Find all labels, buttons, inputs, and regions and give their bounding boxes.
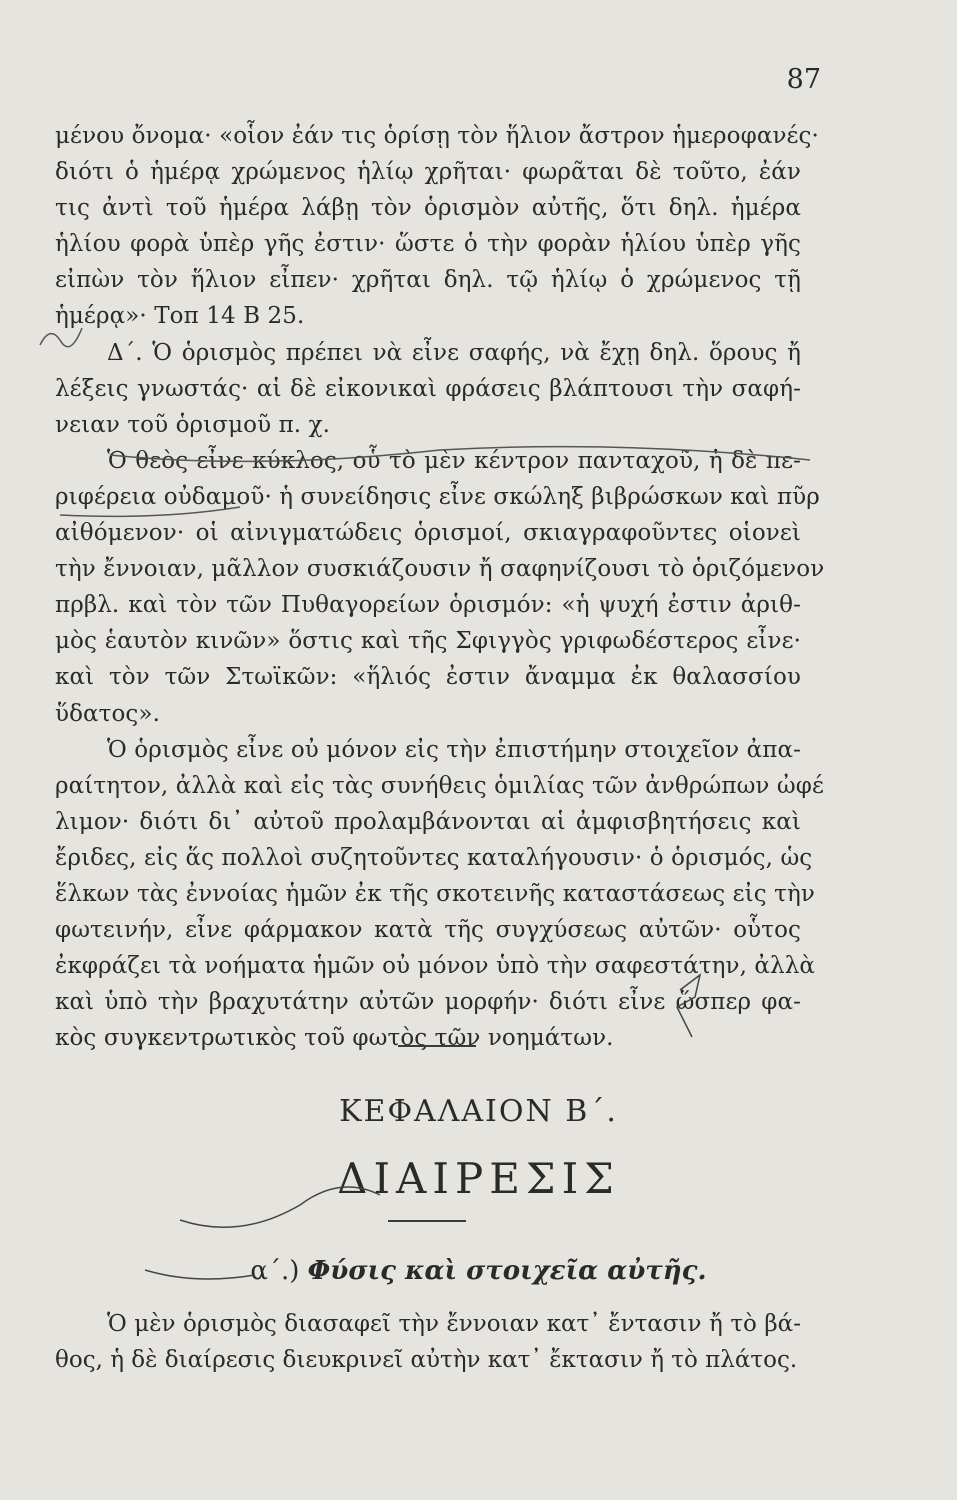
text-line: ὕδατος». — [55, 700, 160, 727]
text-line: θος, ἡ δὲ διαίρεσις διευκρινεῖ αὐτὴν κατ᾽ ἔκτασιν ἤ τὸ πλάτος. — [55, 1347, 798, 1374]
text-line: τὴν ἔννοιαν, μᾶλλον συσκιάζουσιν ἤ σαφηνίζουσι τὸ ὁριζόμενον — [55, 556, 825, 583]
text-line: ἔριδες, εἰς ἅς πολλοὶ συζητοῦντες καταλήγουσιν· ὁ ὁρισμός, ὡς — [55, 844, 813, 871]
text-line: ριφέρεια οὐδαμοῦ· ἡ συνείδησις εἶνε σκώληξ βιβρώσκων καὶ πῦρ — [55, 483, 820, 510]
section-title: ΔΙΑΙΡΕΣΙΣ — [337, 1154, 620, 1203]
text-line: ἐκφράζει τὰ νοήματα ἡμῶν οὐ μόνον ὑπὸ τὴν σαφεστάτην, ἀλλὰ — [55, 953, 816, 980]
text-line: εἰπὼν τὸν ἥλιον εἶπεν· χρῆται δηλ. τῷ ἡλίῳ ὁ χρώμενος τῇ — [55, 267, 801, 294]
text-line: λέξεις γνωστάς· αἱ δὲ εἰκονικαὶ φράσεις βλάπτουσι τὴν σαφή- — [55, 375, 801, 402]
text-line: ἕλκων τὰς ἐννοίας ἡμῶν ἐκ τῆς σκοτεινῆς καταστάσεως εἰς τὴν — [55, 880, 815, 907]
text-line: αἰθόμενον· οἱ αἰνιγματώδεις ὁρισμοί, σκιαγραφοῦντες οἱονεὶ — [55, 520, 801, 547]
page-number: 87 — [786, 64, 821, 95]
text-line: κὸς συγκεντρωτικὸς τοῦ φωτὸς τῶν νοημάτων. — [55, 1025, 614, 1052]
text-line: Ὁ θεὸς εἶνε κύκλος, οὗ τὸ μὲν κέντρον πανταχοῦ, ἡ δὲ πε- — [107, 447, 801, 474]
text-line: διότι ὁ ἡμέρᾳ χρώμενος ἡλίῳ χρῆται· φωρᾶται δὲ τοῦτο, ἐάν — [55, 159, 801, 186]
text-line: μὸς ἑαυτὸν κινῶν» ὅστις καὶ τῆς Σφιγγὸς γριφωδέστερος εἶνε· — [55, 628, 801, 655]
text-line: καὶ τὸν τῶν Στωϊκῶν: «ἥλιός ἐστιν ἄναμμα ἐκ θαλασσίου — [55, 664, 801, 691]
text-line: φωτεινήν, εἶνε φάρμακον κατὰ τῆς συγχύσεως αὐτῶν· οὗτος — [55, 917, 801, 944]
text-line: τις ἀντὶ τοῦ ἡμέρα λάβῃ τὸν ὁρισμὸν αὐτῆς, ὅτι δηλ. ἡμέρα — [55, 195, 801, 222]
text-line: ἡμέρᾳ»· Τοπ 14 Β 25. — [55, 303, 305, 330]
text-line: καὶ ὑπὸ τὴν βραχυτάτην αὐτῶν μορφήν· διότι εἶνε ὥσπερ φα- — [55, 989, 801, 1016]
text-line: πρβλ. καὶ τὸν τῶν Πυθαγορείων ὁρισμόν: «ἡ ψυχή ἐστιν ἀριθ- — [55, 592, 801, 619]
text-line: ραίτητον, ἀλλὰ καὶ εἰς τὰς συνήθεις ὁμιλίας τῶν ἀνθρώπων ὠφέ — [55, 772, 824, 799]
subsection-number: α΄.) — [250, 1256, 300, 1286]
text-line: μένου ὄνομα· «οἷον ἐάν τις ὁρίσῃ τὸν ἥλιον ἄστρον ἡμεροφανές· — [55, 123, 819, 149]
text-line: Δ΄. Ὁ ὁρισμὸς πρέπει νὰ εἶνε σαφής, νὰ ἔχῃ δηλ. ὅρους ἤ — [107, 339, 801, 366]
text-line: νειαν τοῦ ὁρισμοῦ π. χ. — [55, 411, 331, 438]
text-line: ἡλίου φορὰ ὑπὲρ γῆς ἐστιν· ὥστε ὁ τὴν φορὰν ἡλίου ὑπὲρ γῆς — [55, 231, 801, 258]
chapter-heading: ΚΕΦΑΛΑΙΟΝ Β΄. — [339, 1094, 618, 1129]
text-line: Ὁ ὁρισμὸς εἶνε οὐ μόνον εἰς τὴν ἐπιστήμην στοιχεῖον ἀπα- — [107, 736, 801, 763]
text-line: Ὁ μὲν ὁρισμὸς διασαφεῖ τὴν ἔννοιαν κατ᾽ ἔντασιν ἤ τὸ βά- — [107, 1311, 801, 1337]
subsection-title: Φύσις καὶ στοιχεῖα αὐτῆς. — [307, 1256, 707, 1286]
text-line: λιμον· διότι δι᾽ αὐτοῦ προλαμβάνονται αἱ ἀμφισβητήσεις καὶ — [55, 808, 801, 835]
